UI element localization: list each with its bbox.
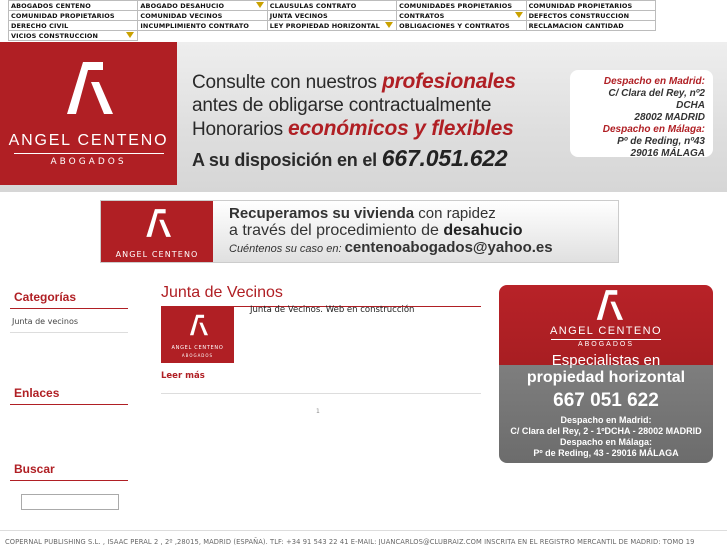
madrid-office-title: Despacho en Madrid: xyxy=(603,76,705,87)
hero-line-3d: flexibles xyxy=(431,117,514,140)
dropdown-arrow-icon[interactable] xyxy=(515,12,523,18)
hero-line-2: antes de obligarse contractualmente xyxy=(192,95,492,116)
hero-line-3a: Honorarios xyxy=(192,119,289,140)
menu-table xyxy=(8,0,656,41)
menu-item[interactable] xyxy=(9,31,138,41)
ad-logo-divider xyxy=(551,339,661,340)
ad-malaga-title: Despacho en Málaga: xyxy=(559,437,653,447)
hero-line-3c: y xyxy=(408,117,432,140)
menu-item-label: ABOGADO DESAHUCIO xyxy=(140,1,225,10)
madrid-address-1: C/ Clara del Rey, nº2 DCHA xyxy=(608,88,705,111)
ad-madrid-address: C/ Clara del Rey, 2 - 1ºDCHA - 28002 MADRID xyxy=(510,426,702,436)
footer: COPERNAL PUBLISHING S.L. , ISAAC PERAL 2 , 2º ,28015, MADRID (ESPAÑA). TLF: +34 91 543 22 41 E-MAIL: JUANCARLOS@CLUBRAIZ.COM INSCRITA EN EL REGISTRO MERCANTIL DE MADRID: TOMO 19 xyxy=(0,530,727,545)
menu-item[interactable] xyxy=(526,21,655,31)
hero-header xyxy=(0,42,727,192)
banner-logo xyxy=(101,201,213,263)
banner-line-2 xyxy=(229,222,553,239)
menu-empty-cell xyxy=(138,31,267,41)
banner-line-2a: a través del procedimiento de xyxy=(229,222,444,239)
menu-item-label: INCUMPLIMIENTO CONTRATO xyxy=(140,21,250,30)
hero-slogan xyxy=(192,70,516,172)
menu-item[interactable] xyxy=(267,1,396,11)
banner-text xyxy=(229,205,553,258)
menu-empty-cell xyxy=(397,31,526,41)
menu-item[interactable] xyxy=(267,21,396,31)
menu-item-label: LEY PROPIEDAD HORIZONTAL xyxy=(269,21,380,30)
top-menu xyxy=(8,0,656,41)
menu-row xyxy=(9,21,656,31)
dropdown-arrow-icon[interactable] xyxy=(385,22,393,28)
ad-logo-name: ANGEL CENTENO xyxy=(550,325,662,337)
hero-line-1 xyxy=(192,70,516,94)
links-heading: Enlaces xyxy=(10,386,128,405)
menu-item-label: COMUNIDADES PROPIETARIOS xyxy=(399,1,513,10)
menu-empty-cell xyxy=(267,31,396,41)
article-title[interactable]: Junta de Vecinos xyxy=(161,284,481,307)
dropdown-arrow-icon[interactable] xyxy=(256,2,264,8)
menu-item-label: CLAUSULAS CONTRATO xyxy=(269,1,357,10)
logo-mark-icon xyxy=(57,62,113,114)
article-divider xyxy=(161,393,481,394)
banner-line-2b: desahucio xyxy=(443,222,523,239)
article-description: Junta de Vecinos. Web en construcción xyxy=(250,305,415,315)
menu-item-label: ABOGADOS CENTENO xyxy=(11,1,91,10)
menu-item-label: COMUNIDAD PROPIETARIOS xyxy=(11,11,115,20)
menu-item[interactable] xyxy=(9,1,138,11)
hero-logo[interactable] xyxy=(0,42,177,185)
thumb-logo-name: ANGEL CENTENO xyxy=(171,345,224,351)
menu-item-label: OBLIGACIONES Y CONTRATOS xyxy=(399,21,510,30)
menu-row xyxy=(9,11,656,21)
menu-item-label: RECLAMACION CANTIDAD xyxy=(528,21,624,30)
links-section xyxy=(10,386,128,405)
menu-item[interactable] xyxy=(526,1,655,11)
ad-logo-sub: ABOGADOS xyxy=(577,341,635,348)
menu-item-label: JUNTA VECINOS xyxy=(269,11,328,20)
banner-logo-name: ANGEL CENTENO xyxy=(115,250,199,259)
categories-heading: Categorías xyxy=(10,290,128,309)
logo-mark-icon xyxy=(141,208,171,238)
category-link-junta-vecinos[interactable]: Junta de vecinos xyxy=(10,309,128,333)
menu-item[interactable] xyxy=(9,11,138,21)
ad-malaga-address: Pº de Reding, 43 - 29016 MÁLAGA xyxy=(533,448,679,458)
ad-phone: 667 051 622 xyxy=(553,390,659,411)
propiedad-horizontal-ad[interactable] xyxy=(499,285,713,463)
search-section xyxy=(10,462,128,481)
malaga-office-title: Despacho en Málaga: xyxy=(602,124,705,135)
hero-logo-sub: ABOGADOS xyxy=(50,157,127,167)
main-article xyxy=(161,284,481,415)
menu-item[interactable] xyxy=(397,11,526,21)
menu-row xyxy=(9,31,656,41)
menu-item-label: DEFECTOS CONSTRUCCION xyxy=(528,11,630,20)
hero-line-4a: A su disposición en el xyxy=(192,150,382,170)
malaga-address-1: Pº de Reding, nº43 xyxy=(617,136,705,147)
madrid-address-2: 28002 MADRID xyxy=(634,112,705,123)
menu-item[interactable] xyxy=(267,11,396,21)
hero-logo-divider xyxy=(14,153,164,154)
menu-item[interactable] xyxy=(397,1,526,11)
menu-item-label: CONTRATOS xyxy=(399,11,445,20)
menu-item[interactable] xyxy=(138,21,267,31)
search-input[interactable] xyxy=(21,494,119,510)
banner-email: centenoabogados@yahoo.es xyxy=(344,239,553,256)
thumb-logo-sub: ABOGADOS xyxy=(181,353,214,358)
menu-item-label: VICIOS CONSTRUCCION xyxy=(11,31,99,40)
banner-line-1 xyxy=(229,205,553,222)
banner-line-1a: Recuperamos su vivienda xyxy=(229,205,415,222)
menu-item[interactable] xyxy=(9,21,138,31)
menu-item[interactable] xyxy=(138,11,267,21)
hero-logo-name: ANGEL CENTENO xyxy=(8,132,169,149)
menu-row xyxy=(9,1,656,11)
pagination-page[interactable]: 1 xyxy=(316,408,320,415)
menu-item-label: DERECHO CIVIL xyxy=(11,21,69,30)
search-heading: Buscar xyxy=(10,462,128,481)
ad-madrid-title: Despacho en Madrid: xyxy=(560,415,652,425)
banner-line-3 xyxy=(229,239,553,258)
menu-item[interactable] xyxy=(138,1,267,11)
hero-line-3 xyxy=(192,117,516,141)
read-more-link[interactable]: Leer más xyxy=(161,371,205,381)
categories-section xyxy=(10,290,128,333)
banner-line-3a: Cuéntenos su caso en: xyxy=(229,243,345,255)
hero-line-3b: económicos xyxy=(288,117,409,140)
malaga-address-2: 29016 MÁLAGA xyxy=(630,148,705,159)
ad-specialists: Especialistas en xyxy=(551,352,661,369)
article-thumbnail[interactable] xyxy=(161,306,234,363)
office-address-card xyxy=(570,70,713,157)
menu-item-label: COMUNIDAD PROPIETARIOS xyxy=(528,1,633,10)
menu-item[interactable] xyxy=(526,11,655,21)
hero-line-4 xyxy=(192,147,516,172)
hero-phone: 667.051.622 xyxy=(381,145,508,171)
menu-item[interactable] xyxy=(397,21,526,31)
menu-empty-cell xyxy=(526,31,655,41)
menu-item-label: COMUNIDAD VECINOS xyxy=(140,11,223,20)
hero-line-1b: profesionales xyxy=(381,70,516,93)
dropdown-arrow-icon[interactable] xyxy=(126,32,134,38)
ad-propiedad-horizontal: propiedad horizontal xyxy=(526,369,686,386)
desahucio-banner[interactable] xyxy=(100,200,619,263)
logo-mark-icon xyxy=(591,290,623,320)
hero-line-1a: Consulte con nuestros xyxy=(192,72,382,93)
logo-mark-icon xyxy=(186,314,208,336)
banner-line-1b: con rapidez xyxy=(414,205,496,222)
